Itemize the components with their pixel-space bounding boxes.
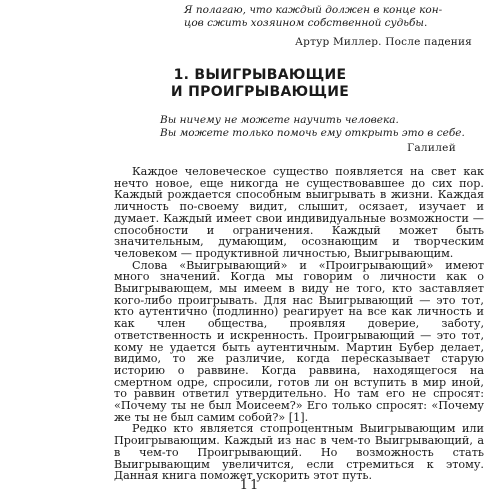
top-epigraph-author: Артур Миллер. После падения — [295, 36, 472, 48]
chapter-title — [100, 67, 420, 101]
top-epigraph — [184, 4, 484, 49]
paragraph-1: Каждое человеческое существо появляется на свет как нечто новое, еще никогда не существовавшее до сих пор. Каждый рождается способным выигрывать в жизни. Каждая личность по-своему видит, слышит, осязает, изучает и думает. Каждый имеет свои индивидуальные возможности — способности и ограничения. Каждый может быть значительным, думающим, осознающим и творческим человеком — продуктивной личностью, Выигрывающим. — [114, 165, 484, 260]
chapter-title-line-2: И ПРОИГРЫВАЮЩИЕ — [170, 84, 350, 100]
top-epigraph-line-1: Я полагаю, что каждый должен в конце кон- — [184, 4, 443, 16]
body-text — [114, 166, 484, 482]
chapter-epigraph-line-2: Вы можете только помочь ему открыть это в себе. — [160, 127, 465, 139]
paragraph-2: Слова «Выигрывающий» и «Проигрывающий» имеют много значений. Когда мы говорим о личности как о Выигрывающем, мы имеем в виду не того, кто заставляет кого-либо проигрывать. Для нас Выигрывающий — это тот, кто аутентично (подлинно) реагирует на все как личность и как член общества, проявляя доверие, заботу, ответственность и искренность. Проигрывающий — это тот, кому не удается быть аутентичным. Мартин Бубер делает, видимо, то же различие, когда пересказывает старую историю о раввине. Когда раввина, находящегося на смертном одре, спросили, готов ли он вступить в мир иной, то раввин ответил утвердительно. Но там его не спросят: «Почему ты не был Моисеем?» Его только спросят: «Почему же ты не был самим собой?» [1]. — [114, 258, 484, 424]
chapter-title-line-1: 1. ВЫИГРЫВАЮЩИЕ — [173, 67, 347, 83]
chapter-epigraph-line-1: Вы ничему не можете научить человека. — [160, 114, 399, 126]
chapter-epigraph — [160, 114, 480, 155]
chapter-epigraph-author: Галилей — [407, 142, 456, 154]
page-number: 11 — [239, 478, 261, 493]
paragraph-3: Редко кто является стопроцентным Выигрывающим или Проигрывающим. Каждый из нас в чем-то Выигрывающий, а в чем-то Проигрывающий. Но возможность стать Выигрывающим увеличится, если стремиться к этому. Данная книга поможет ускорить этот путь. — [114, 422, 484, 483]
top-epigraph-line-2: цов сжить хозяином собственной судьбы. — [184, 17, 428, 29]
